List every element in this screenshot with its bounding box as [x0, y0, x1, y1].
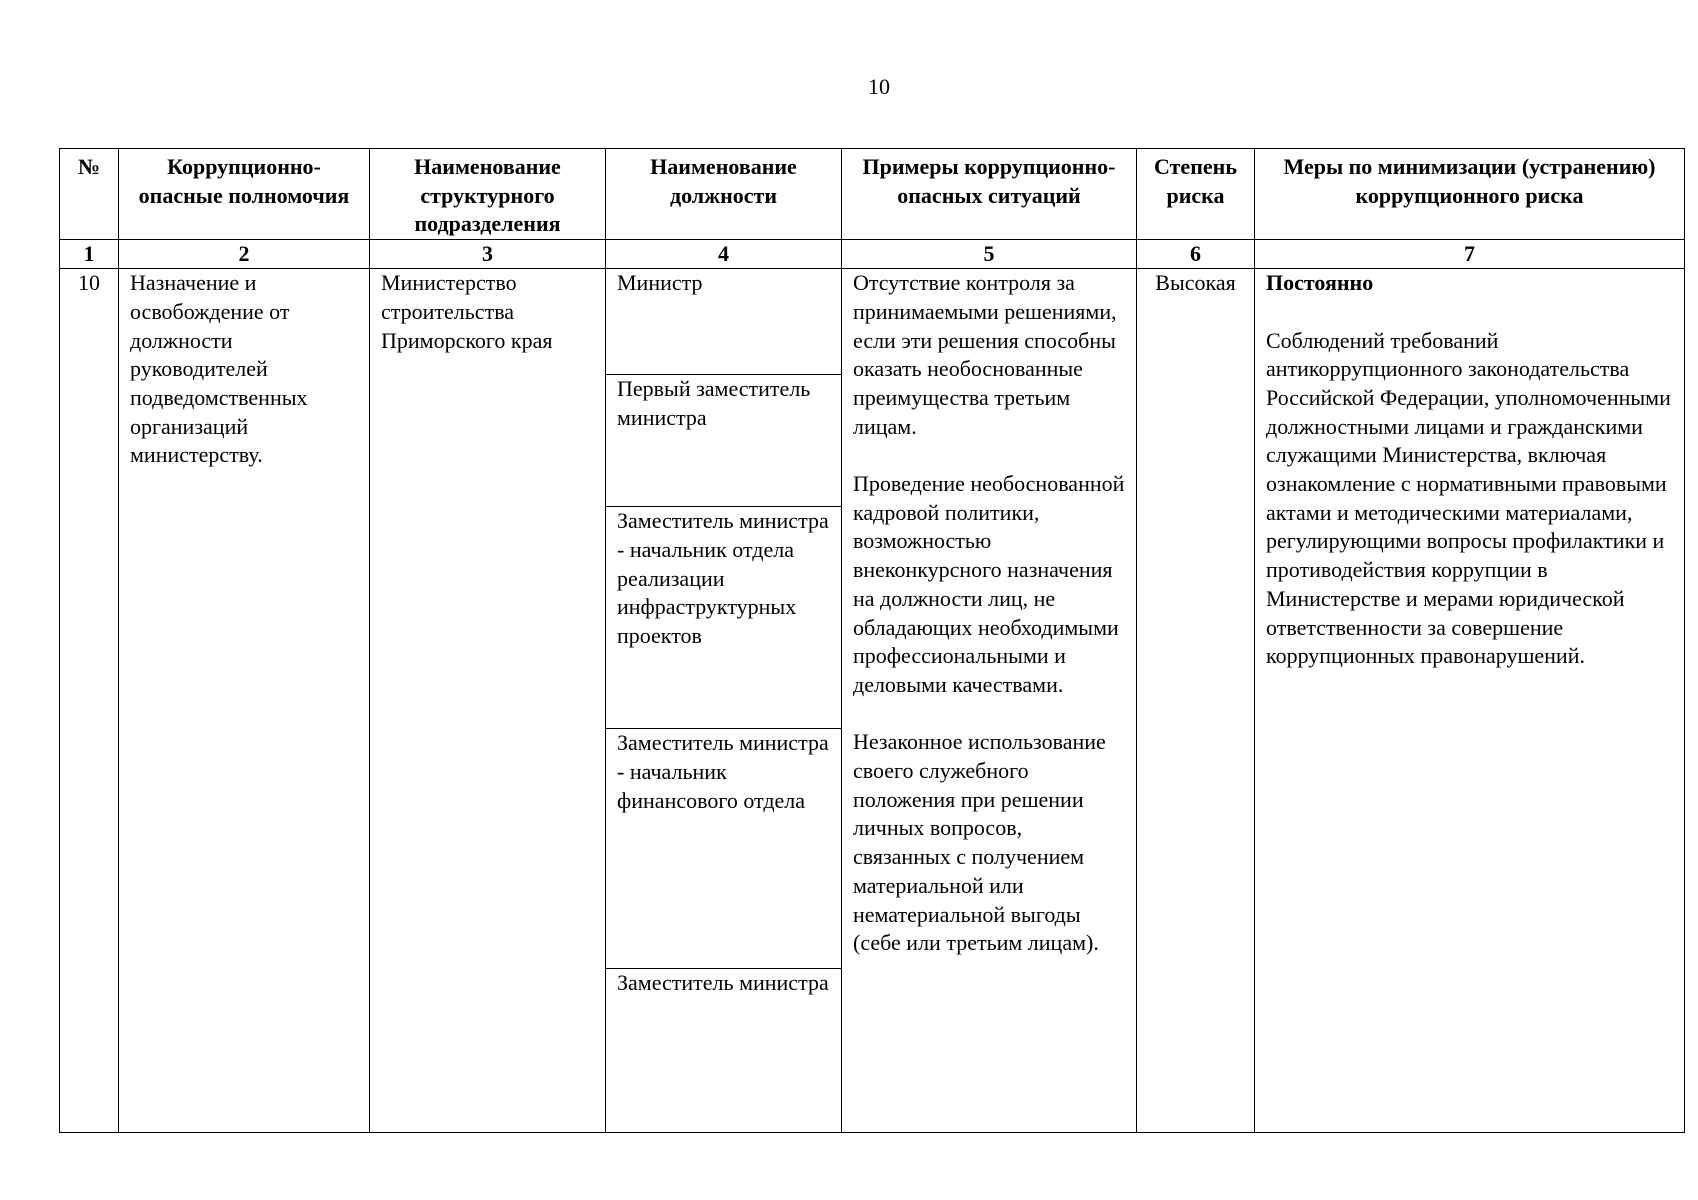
position-cell: Заместитель министра - начальник финансового отдела: [606, 729, 842, 969]
header-position: Наименование должности: [606, 149, 842, 240]
header-number: №: [60, 149, 119, 240]
header-department: Наименование структурного подразделения: [370, 149, 606, 240]
risk-level-cell: Высокая: [1137, 269, 1255, 1133]
column-number: 4: [606, 240, 842, 269]
situations-cell: [842, 269, 1137, 1133]
table-row: [60, 269, 1685, 375]
measures-text: Соблюдений требований антикоррупционного законодательства Российской Федерации, уполномоченными должностными лицами и гражданскими служащими Министерства, включая ознакомление с нормативными правовыми актами и методическими материалами, регулирующими вопросы профилактики и противодействия коррупции в Министерстве и мерами юридической ответственности за совершение коррупционных правонарушений.: [1266, 327, 1671, 669]
situation-text: Незаконное использование своего служебного положения при решении личных вопросов, связанных с получением материальной или нематериальной выгоды (себе или третьим лицам).: [853, 729, 1106, 956]
position-cell: Заместитель министра - начальник отдела реализации инфраструктурных проектов: [606, 507, 842, 729]
position-cell: Первый заместитель министра: [606, 375, 842, 507]
position-cell: Заместитель министра: [606, 969, 842, 1133]
header-row: [60, 149, 1685, 240]
authority-cell: Назначение и освобождение от должности руководителей подведомственных организаций министерству.: [119, 269, 370, 1133]
column-number-row: [60, 240, 1685, 269]
column-number: 1: [60, 240, 119, 269]
header-situations: Примеры коррупционно-опасных ситуаций: [842, 149, 1137, 240]
header-risk-level: Степень риска: [1137, 149, 1255, 240]
column-number: 3: [370, 240, 606, 269]
situation-text: Отсутствие контроля за принимаемыми решениями, если эти решения способны оказать необоснованные преимущества третьим лицам.: [853, 270, 1117, 439]
situation-text: Проведение необоснованной кадровой политики, возможностью внеконкурсного назначения на должности лиц, не обладающих необходимыми профессиональными и деловыми качествами.: [853, 471, 1125, 697]
measures-cell: [1255, 269, 1685, 1133]
page-number: 10: [868, 74, 890, 99]
position-cell: Министр: [606, 269, 842, 375]
header-measures: Меры по минимизации (устранению) коррупционного риска: [1255, 149, 1685, 240]
column-number: 2: [119, 240, 370, 269]
department-cell: Министерство строительства Приморского края: [370, 269, 606, 1133]
column-number: 7: [1255, 240, 1685, 269]
row-number: 10: [60, 269, 119, 1133]
measures-heading: Постоянно: [1266, 270, 1374, 296]
corruption-risk-table: [59, 148, 1685, 1133]
column-number: 5: [842, 240, 1137, 269]
header-authority: Коррупционно-опасные полномочия: [119, 149, 370, 240]
column-number: 6: [1137, 240, 1255, 269]
